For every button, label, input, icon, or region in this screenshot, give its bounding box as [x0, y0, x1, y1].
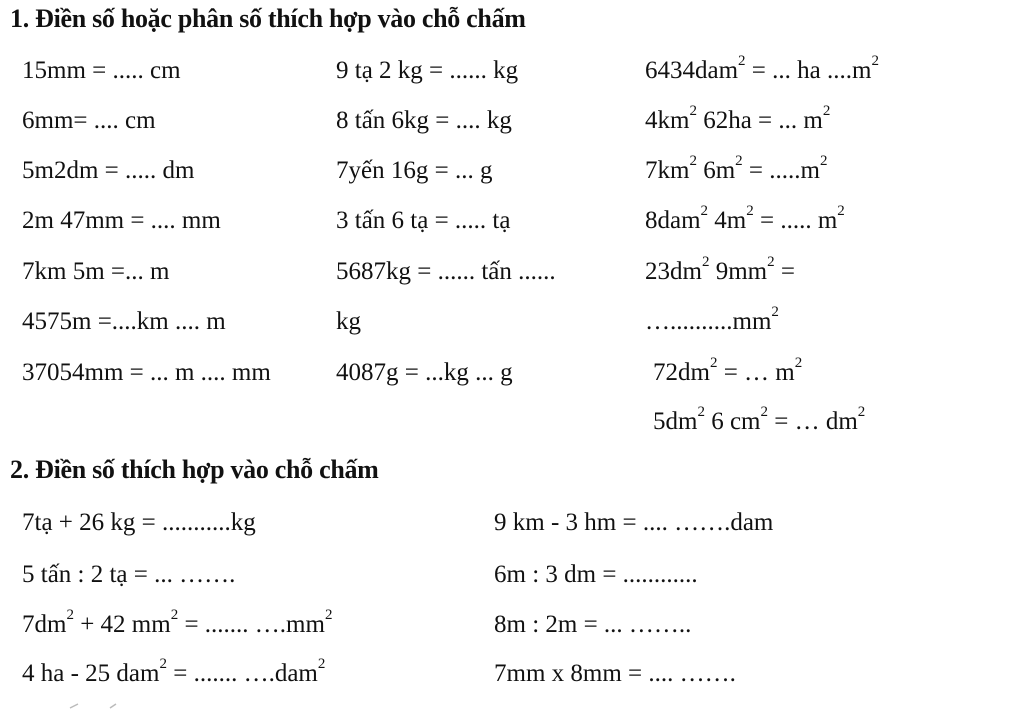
exercise-1-1: 15mm = ..... cm [22, 57, 181, 84]
exercise-1-5: 7km 5m =... m [22, 258, 170, 285]
exercise-1-19: $72dm^2$ = … $m^2$ [653, 354, 803, 386]
exercise-1-8: 9 tạ 2 kg = ...... kg [336, 57, 519, 84]
section-2-title: 2. Điền số thích hợp vào chỗ chấm [10, 455, 379, 484]
cut-off-text-fragment [40, 702, 160, 710]
exercise-1-20: $5dm^2$ 6 $cm^2$ = … $dm^2$ [653, 403, 866, 435]
exercise-1-6: 4575m =....km .... m [22, 308, 226, 335]
exercise-1-18: $23dm^2$ $9mm^2$ = [645, 253, 795, 285]
exercise-1-11: 3 tấn 6 tạ = ..... tạ [336, 207, 511, 234]
exercise-2-3: $7dm^2 + 42$ $mm^2$ = ....... $\dots.mm^2$ [22, 606, 333, 638]
section-1-title: 1. Điền số hoặc phân số thích hợp vào chỗ chấm [10, 4, 526, 33]
exercise-2-8: 7mm x 8mm = .... ……. [494, 660, 736, 687]
exercise-1-17: 8dam$^2$ $4m^2$ = ..... $m^2$ [645, 202, 845, 234]
exercise-1-13: 4087g = ...kg ... g [336, 359, 513, 386]
exercise-1-3: 5m2dm = ..... dm [22, 157, 195, 184]
exercise-2-4: 4 ha - 25 dam$^2$ = ....... ….dam$^2$ [22, 655, 326, 687]
exercise-1-15: $4km^2$ 62ha = ... $m^2$ [645, 102, 831, 134]
exercise-1-12-cont: kg [336, 308, 361, 335]
exercise-2-2: 5 tấn : 2 tạ = ... ……. [22, 561, 236, 588]
exercise-1-14: 6434dam$^2$ = ... ha $....m^2$ [645, 52, 879, 84]
exercise-2-5: 9 km - 3 hm = .... …….dam [494, 509, 774, 536]
exercise-1-9: 8 tấn 6kg = .... kg [336, 107, 512, 134]
exercise-2-7: 8m : 2m = ... …….. [494, 611, 692, 638]
exercise-1-10: 7yến 16g = ... g [336, 157, 493, 184]
exercise-1-18-cont: $\dots..........mm^2$ [645, 303, 779, 335]
exercise-1-12: 5687kg = ...... tấn ...... [336, 258, 556, 285]
exercise-2-6: 6m : 3 dm = ............ [494, 561, 698, 588]
exercise-1-16: $7km^2$ $6m^2 = .....m^2$ [645, 152, 828, 184]
exercise-1-7: 37054mm = ... m .... mm [22, 359, 271, 386]
exercise-2-1: 7tạ + 26 kg = ...........kg [22, 509, 256, 536]
exercise-1-4: 2m 47mm = .... mm [22, 207, 221, 234]
exercise-1-2: 6mm= .... cm [22, 107, 156, 134]
